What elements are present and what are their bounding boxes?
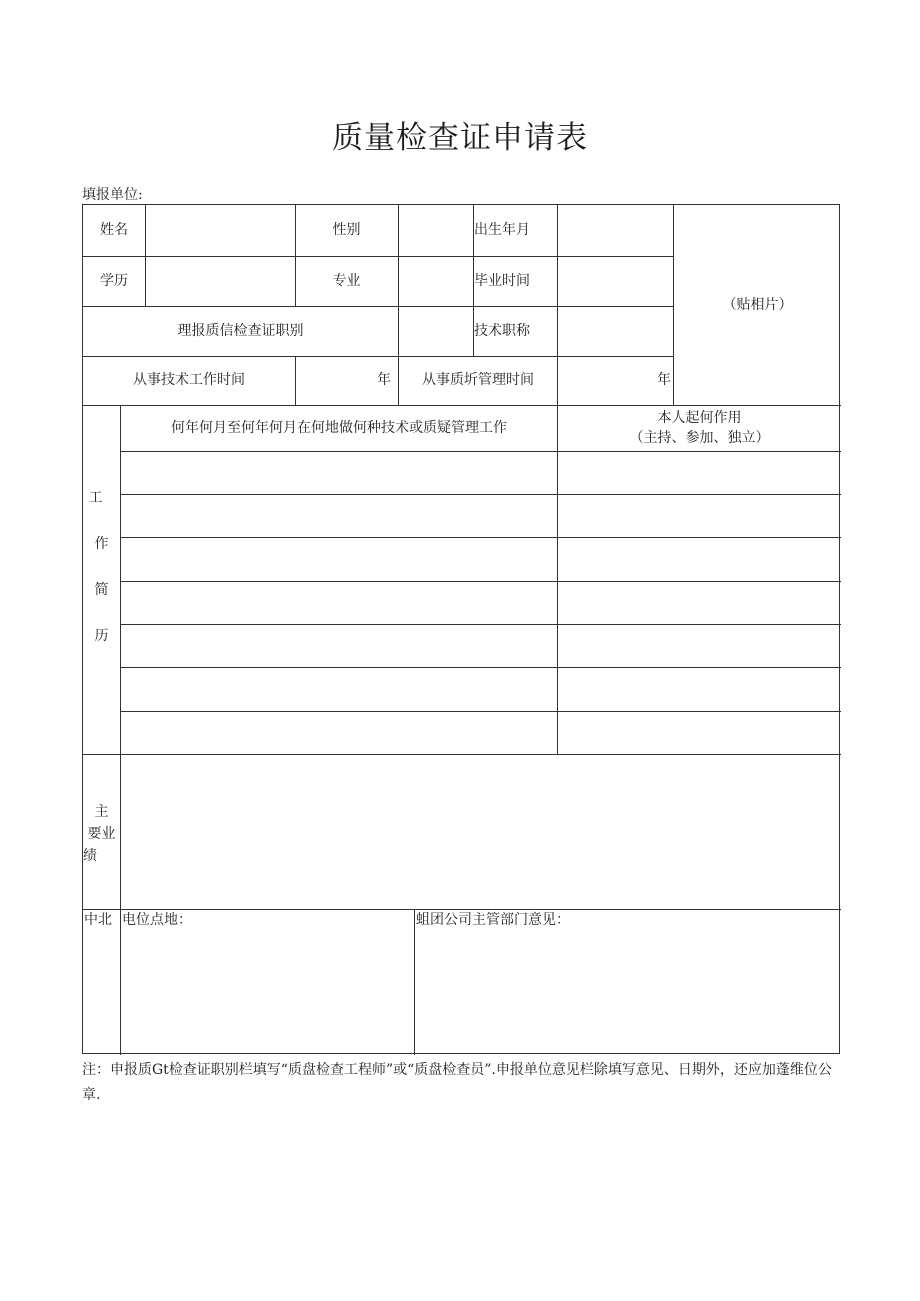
tech-work-time-label: 从事技术工作时间: [133, 372, 245, 389]
resume-work-input[interactable]: [121, 582, 557, 624]
resume-role-input[interactable]: [558, 495, 841, 537]
cert-level-field[interactable]: [399, 307, 472, 355]
gender-field[interactable]: [399, 206, 472, 255]
dept-opinion-input[interactable]: [415, 933, 840, 1054]
tech-work-years-field[interactable]: 年: [377, 372, 391, 389]
page-title: 质量检查证申请表: [332, 120, 588, 156]
resume-work-input[interactable]: [121, 712, 557, 754]
achievements-label-line1: 主: [94, 804, 109, 820]
education-field[interactable]: [146, 257, 294, 305]
achievements-input[interactable]: [121, 755, 841, 909]
unit-opinion-input[interactable]: [121, 933, 413, 1054]
footnote: 注：申报质Gt检查证职别栏填写“质盘检查工程师”或“质盘检查员”.申报单位意见栏除填写意见、日期外，还应加蓬维位公章.: [82, 1062, 832, 1103]
graduation-date-field[interactable]: [558, 257, 672, 305]
major-field[interactable]: [399, 257, 472, 305]
resume-work-input[interactable]: [121, 538, 557, 581]
achievements-label: [83, 801, 120, 867]
application-form-table: [82, 204, 840, 1054]
graduation-date-label: 毕业时间: [474, 272, 530, 289]
gender-label: 性别: [332, 222, 361, 239]
resume-label-char: 历: [94, 628, 109, 644]
resume-work-input[interactable]: [121, 668, 557, 711]
birth-date-field[interactable]: [558, 206, 672, 255]
resume-label-char: 工: [88, 490, 103, 506]
resume-col-work-header: 何年何月至何年何月在何地做何种技术或质疑管理工作: [171, 419, 507, 436]
achievements-label-line3: 绩: [83, 848, 97, 864]
resume-role-input[interactable]: [558, 712, 841, 754]
row-divider: [83, 909, 841, 910]
major-label: 专业: [332, 272, 361, 289]
education-label: 学历: [100, 272, 128, 289]
photo-placeholder[interactable]: （贴相片）: [722, 296, 793, 313]
tech-title-field[interactable]: [558, 307, 672, 355]
tech-title-label: 技术职称: [474, 322, 530, 339]
resume-role-input[interactable]: [558, 582, 841, 624]
quality-mgmt-time-label: 从事质圻管理时间: [422, 372, 534, 389]
achievements-label-line2: 要业: [87, 826, 116, 842]
resume-work-input[interactable]: [121, 495, 557, 537]
work-resume-label: [83, 485, 120, 655]
birth-date-label: 出生年月: [474, 222, 530, 239]
resume-label-char: 简: [94, 582, 109, 598]
resume-col-role-header: [558, 405, 841, 451]
resume-work-input[interactable]: [121, 452, 557, 494]
quality-mgmt-years-field[interactable]: 年: [657, 372, 671, 389]
name-field[interactable]: [146, 206, 294, 255]
filling-unit-label: 填报单位:: [82, 187, 143, 203]
opinion-side-label: 中北: [84, 912, 112, 928]
resume-role-input[interactable]: [558, 625, 841, 667]
role-header-line2: （主持、参加、独立）: [629, 430, 770, 446]
cert-level-label: 理报质信检查证职别: [177, 322, 304, 339]
resume-label-char: 作: [94, 536, 109, 552]
name-label: 姓名: [100, 222, 128, 239]
unit-opinion-label: 电位点地：: [122, 912, 192, 928]
resume-role-input[interactable]: [558, 538, 841, 581]
role-header-line1: 本人起何作用: [657, 410, 742, 426]
resume-work-input[interactable]: [121, 625, 557, 667]
resume-role-input[interactable]: [558, 668, 841, 711]
dept-opinion-label: 蛆团公司主管部门意见：: [416, 912, 570, 928]
resume-role-input[interactable]: [558, 452, 841, 494]
